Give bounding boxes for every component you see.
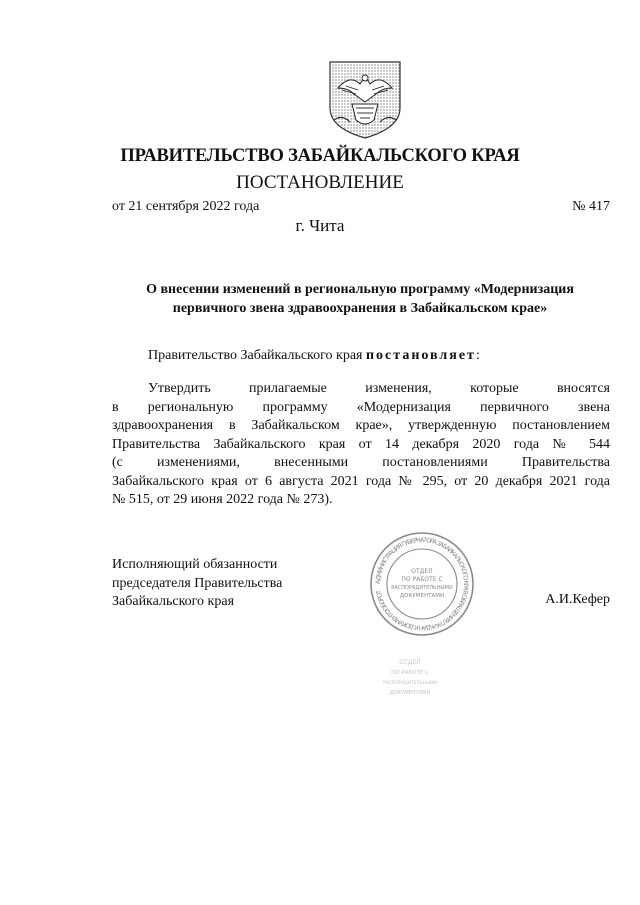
svg-text:ДОКУМЕНТАМИ: ДОКУМЕНТАМИ bbox=[389, 690, 431, 696]
signatory-name: А.И.Кефер bbox=[545, 592, 610, 607]
coat-of-arms-icon bbox=[326, 58, 404, 140]
body-line: Правительства Забайкальского края от 14 декабря 2020 года № 544 bbox=[112, 436, 610, 452]
body-line: Утвердить прилагаемые изменения, которые вносятся bbox=[148, 381, 610, 396]
svg-text:ОТДЕЛ: ОТДЕЛ bbox=[411, 568, 433, 575]
position-line: Забайкальского края bbox=[112, 594, 235, 609]
svg-text:РАСПОРЯДИТЕЛЬНЫМИ: РАСПОРЯДИТЕЛЬНЫМИ bbox=[383, 681, 437, 686]
document-date: от 21 сентября 2022 года bbox=[112, 199, 260, 214]
preamble-suffix: : bbox=[475, 348, 480, 363]
signatory-position bbox=[112, 556, 282, 612]
svg-text:ДОКУМЕНТАМИ: ДОКУМЕНТАМИ bbox=[399, 593, 445, 599]
body-line: Забайкальского края от 6 августа 2021 года № 295, от 20 декабря 2021 года bbox=[112, 473, 610, 489]
document-subject bbox=[100, 280, 620, 318]
document-type: ПОСТАНОВЛЕНИЕ bbox=[236, 172, 404, 193]
body-line: (с изменениями, внесенными постановлениями Правительства bbox=[112, 455, 610, 470]
subject-line-1: О внесении изменений в региональную программу «Модернизация bbox=[146, 282, 574, 297]
faded-stamp-icon bbox=[382, 650, 438, 712]
position-line: председателя Правительства bbox=[112, 575, 283, 591]
preamble-text: Правительство Забайкальского края bbox=[148, 348, 366, 363]
body-line: здравоохранения в Забайкальском крае», утвержденную постановлением bbox=[112, 418, 610, 433]
svg-text:ПО РАБОТЕ С: ПО РАБОТЕ С bbox=[391, 670, 429, 676]
subject-line-2: первичного звена здравоохранения в Забайкальском крае» bbox=[172, 301, 548, 316]
svg-text:АДМИНИСТРАЦИЯ ГУБЕРНАТОРА ЗАБА: АДМИНИСТРАЦИЯ ГУБЕРНАТОРА ЗАБАЙКАЛЬСКОГО КРАЯ ОБРАЩЕНИЯ ГРАЖДАН И ДОКУМЕНТООБОРОТ bbox=[374, 536, 470, 632]
svg-text:ПО РАБОТЕ С: ПО РАБОТЕ С bbox=[401, 576, 443, 583]
government-title: ПРАВИТЕЛЬСТВО ЗАБАЙКАЛЬСКОГО КРАЯ bbox=[120, 146, 520, 166]
document-number: № 417 bbox=[572, 199, 610, 214]
official-stamp-icon bbox=[368, 530, 476, 638]
decree-word: постановляет bbox=[365, 348, 476, 363]
document-city: г. Чита bbox=[295, 216, 345, 235]
body-line: в региональную программу «Модернизация первичного звена bbox=[112, 399, 610, 415]
svg-text:РАСПОРЯДИТЕЛЬНЫМИ: РАСПОРЯДИТЕЛЬНЫМИ bbox=[391, 585, 453, 591]
preamble bbox=[112, 347, 610, 366]
position-line: Исполняющий обязанности bbox=[112, 557, 278, 572]
svg-text:ОТДЕЛ: ОТДЕЛ bbox=[399, 659, 421, 666]
body-line: № 515, от 29 июня 2022 года № 273). bbox=[112, 492, 333, 507]
resolution-body bbox=[112, 380, 610, 510]
